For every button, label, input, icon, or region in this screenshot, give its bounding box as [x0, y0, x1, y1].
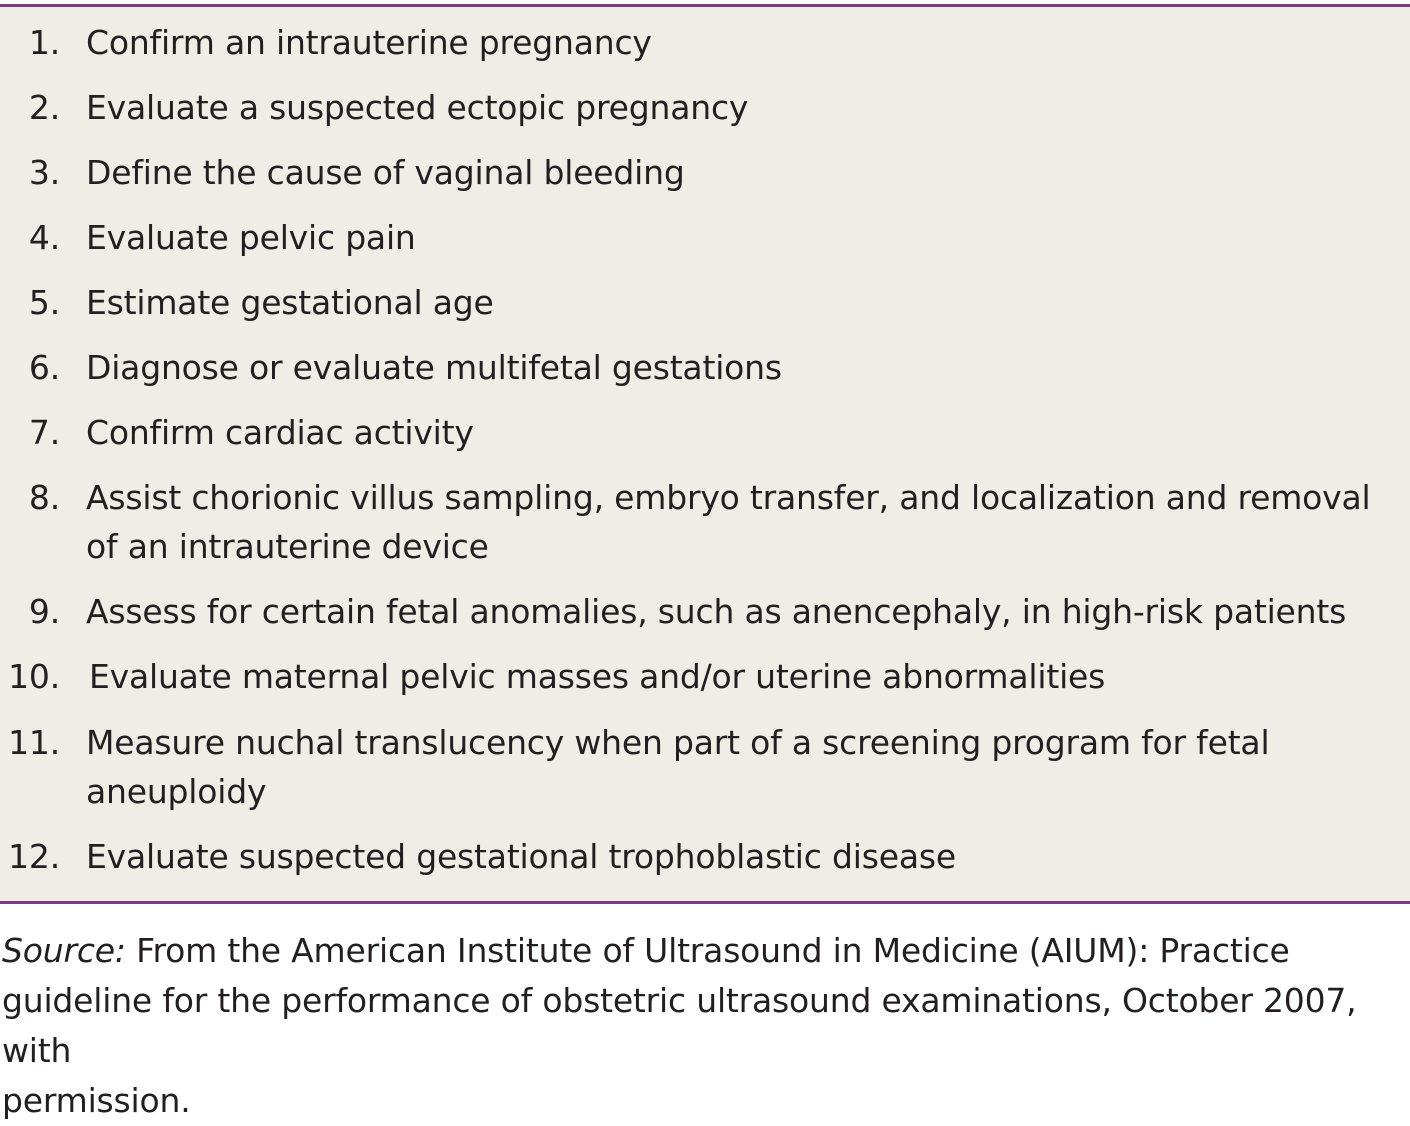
item-text: Evaluate maternal pelvic masses and/or uterine abnormalities	[89, 657, 1106, 696]
top-rule	[0, 4, 1410, 7]
item-text: Evaluate suspected gestational trophoblastic disease	[86, 837, 956, 876]
item-number: 11.	[8, 723, 60, 762]
item-text: Estimate gestational age	[86, 283, 494, 322]
item-text: Assess for certain fetal anomalies, such as anencephaly, in high-risk patients	[86, 592, 1347, 631]
item-text-continued: of an intrauterine device	[86, 527, 489, 566]
source-line: guideline for the performance of obstetric ultrasound examinations, October 2007, with	[2, 981, 1357, 1070]
item-text: Confirm an intrauterine pregnancy	[86, 23, 652, 62]
item-number: 9.	[28, 592, 60, 631]
item-text: Assist chorionic villus sampling, embryo transfer, and localization and removal	[86, 478, 1371, 517]
item-number: 1.	[28, 23, 60, 62]
item-text-continued: aneuploidy	[86, 772, 267, 811]
item-text: Diagnose or evaluate multifetal gestations	[86, 348, 782, 387]
item-number: 5.	[28, 283, 60, 322]
item-number: 2.	[28, 88, 60, 127]
list-item	[0, 718, 1400, 816]
item-text: Measure nuchal translucency when part of a screening program for fetal	[86, 723, 1270, 762]
item-number: 10.	[8, 657, 60, 696]
item-number: 7.	[28, 413, 60, 452]
source-note	[2, 926, 1402, 1126]
list-item	[0, 473, 1400, 571]
item-text: Define the cause of vaginal bleeding	[86, 153, 685, 192]
item-number: 12.	[8, 837, 60, 876]
item-number: 3.	[28, 153, 60, 192]
item-number: 6.	[28, 348, 60, 387]
source-text: From the American Institute of Ultrasound in Medicine (AIUM): Practice	[125, 931, 1290, 970]
item-text: Evaluate a suspected ectopic pregnancy	[86, 88, 749, 127]
item-text: Confirm cardiac activity	[86, 413, 474, 452]
source-line: permission.	[2, 1081, 191, 1120]
bottom-rule	[0, 901, 1410, 904]
source-label: Source:	[2, 931, 126, 970]
item-number: 4.	[28, 218, 60, 257]
item-text: Evaluate pelvic pain	[86, 218, 416, 257]
source-line	[2, 926, 1402, 976]
item-number: 8.	[28, 478, 60, 517]
